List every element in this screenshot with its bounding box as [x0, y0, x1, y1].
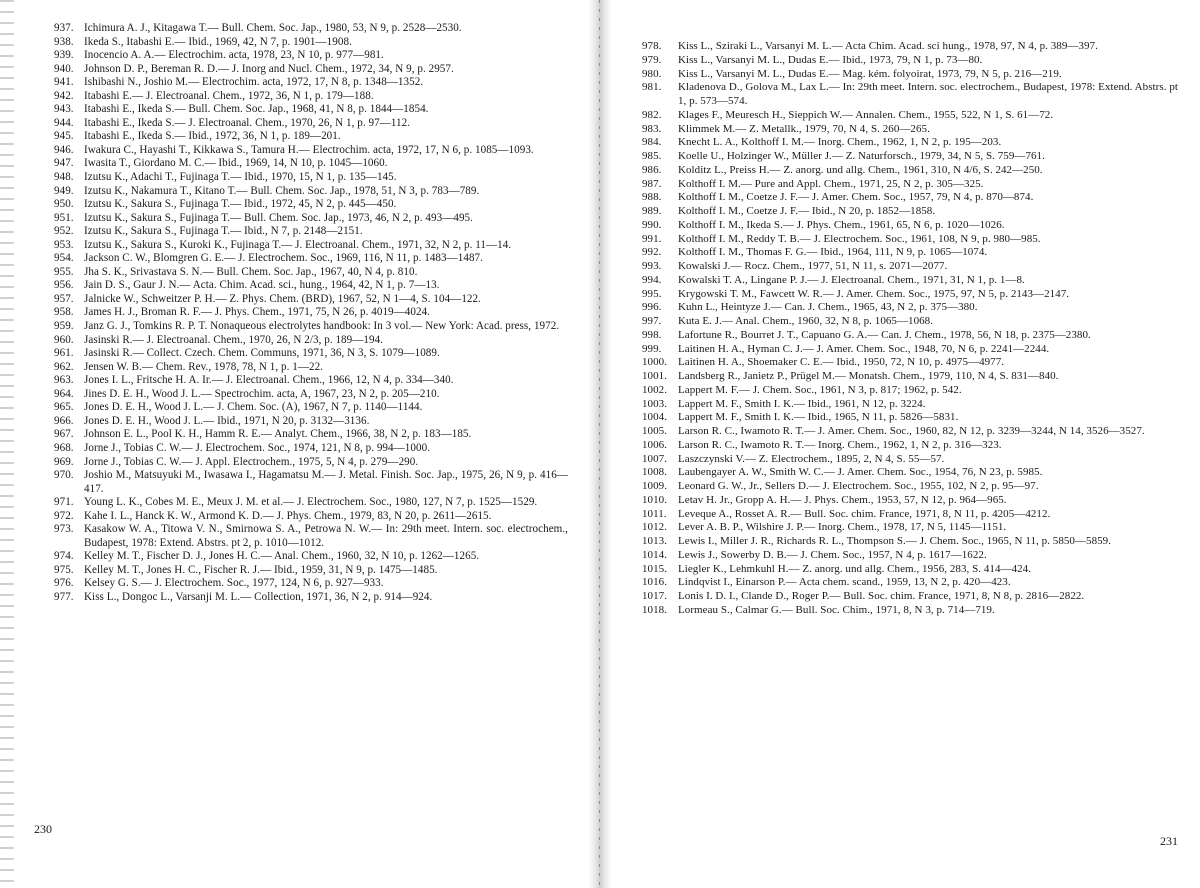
reference-text: Kolthoff I. M., Thomas F. G.— Ibid., 1964, 111, N 9, p. 1065—1074. [678, 246, 988, 259]
reference-number: 987. [642, 177, 662, 190]
reference-text: Iwakura C., Hayashi T., Kikkawa S., Tamura H.— Electrochim. acta, 1972, 17, N 6, p. 1085—1093. [84, 143, 534, 156]
reference-number: 952. [54, 225, 74, 238]
gutter-binding [599, 0, 600, 888]
reference-entry [54, 388, 568, 402]
reference-text: Jorne J., Tobias C. W.— J. Electrochem. Soc., 1974, 121, N 8, p. 994—1000. [84, 441, 430, 454]
reference-text: Johnson E. L., Pool K. H., Hamm R. E.— Analyt. Chem., 1966, 38, N 2, p. 183—185. [84, 428, 472, 441]
reference-entry [642, 219, 1178, 233]
reference-number: 1012. [642, 521, 667, 534]
reference-number: 945. [54, 130, 74, 143]
reference-number: 992. [642, 246, 662, 259]
reference-number: 944. [54, 116, 74, 129]
reference-number: 1003. [642, 397, 667, 410]
reference-entry [54, 577, 568, 591]
reference-number: 941. [54, 76, 74, 89]
reference-number: 946. [54, 143, 74, 156]
reference-number: 981. [642, 81, 662, 94]
reference-number: 955. [54, 265, 74, 278]
reference-entry [642, 40, 1178, 54]
reference-number: 985. [642, 150, 662, 162]
reference-entry [54, 103, 568, 117]
reference-entry [54, 130, 568, 144]
reference-number: 973. [54, 523, 74, 536]
reference-entry [642, 508, 1178, 522]
reference-entry [642, 54, 1178, 68]
reference-text: Itabashi E.— J. Electroanal. Chem., 1972, 36, N 1, p. 179—188. [84, 89, 374, 102]
reference-text: Izutsu K., Sakura S., Fujinaga T.— Bull. Chem. Soc. Jap., 1973, 46, N 2, p. 493—495. [84, 211, 473, 224]
reference-number: 953. [54, 238, 74, 251]
reference-entry [54, 22, 568, 36]
reference-text: Lappert M. F.— J. Chem. Soc., 1961, N 3, p. 817; 1962, p. 542. [678, 383, 962, 396]
reference-text: Lonis I. D. I., Clande D., Roger P.— Bull. Soc. chim. France, 1971, 8, N 8, p. 2816—2822. [678, 590, 1085, 602]
left-page [0, 0, 588, 888]
reference-entry [642, 563, 1178, 577]
reference-text: Larson R. C., Iwamoto R. T.— J. Amer. Chem. Soc., 1960, 82, N 12, p. 3239—3244, N 14, 3526—3527. [678, 425, 1145, 437]
reference-text: Kladenova D., Golova M., Lax L.— In: 29th meet. Intern. soc. electrochem., Budapest, 1978: Extend. Abstrs. pt 1, p. 573—574. [678, 81, 1178, 107]
reference-entry [54, 550, 568, 564]
reference-text: Kiss L., Sziraki L., Varsanyi M. L.— Acta Chim. Acad. sci hung., 1978, 97, N 4, p. 389—397. [678, 40, 1098, 52]
reference-number: 968. [54, 441, 74, 454]
reference-entry [642, 480, 1178, 494]
reference-entry [54, 306, 568, 320]
reference-entry [642, 246, 1178, 260]
reference-text: Jasinski R.— J. Electroanal. Chem., 1970, 26, N 2/3, p. 189—194. [84, 333, 384, 346]
reference-text: Ichimura A. J., Kitagawa T.— Bull. Chem. Soc. Jap., 1980, 53, N 9, p. 2528—2530. [84, 22, 462, 34]
reference-entry [54, 374, 568, 388]
reference-number: 943. [54, 103, 74, 116]
reference-number: 1013. [642, 535, 667, 547]
reference-entry [54, 401, 568, 415]
reference-entry [54, 442, 568, 456]
reference-entry [642, 549, 1178, 563]
reference-text: Letav H. Jr., Gropp A. H.— J. Phys. Chem., 1953, 57, N 12, p. 964—965. [678, 493, 1007, 506]
reference-text: Lindqvist I., Einarson P.— Acta chem. scand., 1959, 13, N 2, p. 420—423. [678, 576, 1011, 589]
reference-text: Jorne J., Tobias C. W.— J. Appl. Electrochem., 1975, 5, N 4, p. 279—290. [84, 455, 419, 468]
reference-entry [54, 144, 568, 158]
reference-text: Ishibashi N., Joshio M.— Electrochim. acta, 1972, 17, N 8, p. 1348—1352. [84, 76, 424, 89]
reference-entry [54, 361, 568, 375]
reference-text: Jha S. K., Srivastava S. N.— Bull. Chem. Soc. Jap., 1967, 40, N 4, p. 810. [84, 265, 418, 278]
reference-text: Leonard G. W., Jr., Sellers D.— J. Electrochem. Soc., 1955, 102, N 2, p. 95—97. [678, 480, 1039, 492]
reference-number: 988. [642, 191, 662, 204]
reference-text: Klages F., Meuresch H., Sieppich W.— Annalen. Chem., 1955, 522, N 1, S. 61—72. [678, 108, 1054, 121]
reference-entry [54, 456, 568, 470]
reference-entry [642, 233, 1178, 247]
reference-text: Lafortune R., Bourret J. T., Capuano G. A.— Can. J. Chem., 1978, 56, N 18, p. 2375—2380. [678, 328, 1091, 341]
reference-number: 948. [54, 171, 74, 184]
reference-text: Kolthoff I. M., Ikeda S.— J. Phys. Chem., 1961, 65, N 6, p. 1020—1026. [678, 218, 1005, 231]
reference-text: Izutsu K., Nakamura T., Kitano T.— Bull. Chem. Soc. Jap., 1978, 51, N 3, p. 783—789. [84, 184, 480, 197]
reference-text: Koelle U., Holzinger W., Müller J.— Z. Naturforsch., 1979, 34, N 5, S. 759—761. [678, 150, 1045, 162]
reference-entry [642, 150, 1178, 164]
reference-text: Joshio M., Matsuyuki M., Iwasawa I., Hagamatsu M.— J. Metal. Finish. Soc. Jap., 1975, 26, N 9, p. 416—417. [84, 469, 568, 495]
reference-number: 950. [54, 198, 74, 211]
reference-text: Jalnicke W., Schweitzer P. H.— Z. Phys. Chem. (BRD), 1967, 52, N 1—4, S. 104—122. [84, 292, 481, 305]
reference-number: 949. [54, 184, 74, 197]
reference-entry [54, 90, 568, 104]
reference-entry [642, 356, 1178, 370]
reference-number: 972. [54, 509, 74, 522]
reference-entry [54, 252, 568, 266]
reference-entry [54, 496, 568, 510]
reference-number: 1011. [642, 507, 667, 520]
reference-text: Jasinski R.— Collect. Czech. Chem. Communs, 1971, 36, N 3, S. 1079—1089. [84, 347, 440, 360]
reference-number: 1005. [642, 425, 667, 437]
reference-entry [642, 178, 1178, 192]
reference-text: Kahe I. L., Hanck K. W., Armond K. D.— J. Phys. Chem., 1979, 83, N 20, p. 2611—2615. [84, 509, 492, 522]
reference-entry [642, 535, 1178, 549]
reference-text: Krygowski T. M., Fawcett W. R.— J. Amer. Chem. Soc., 1975, 97, N 5, p. 2143—2147. [678, 287, 1070, 300]
reference-text: Kowalski J.— Rocz. Chem., 1977, 51, N 11, s. 2071—2077. [678, 260, 948, 272]
reference-text: Kuhn L., Heintyze J.— Can. J. Chem., 1965, 43, N 2, p. 375—380. [678, 301, 978, 314]
reference-text: Lewis I., Miller J. R., Richards R. L., Thompson S.— J. Chem. Soc., 1965, N 11, p. 5850—5859. [678, 535, 1112, 547]
reference-number: 1001. [642, 370, 667, 382]
reference-text: Kolthoff I. M., Coetze J. F.— J. Amer. Chem. Soc., 1957, 79, N 4, p. 870—874. [678, 191, 1034, 204]
reference-text: Jain D. S., Gaur J. N.— Acta. Chim. Acad. sci., hung., 1964, 42, N 1, p. 7—13. [84, 279, 440, 292]
reference-entry [642, 109, 1178, 123]
reference-text: Itabashi E., Ikeda S.— Bull. Chem. Soc. Jap., 1968, 41, N 8, p. 1844—1854. [84, 103, 429, 116]
reference-text: Laszczynski V.— Z. Electrochem., 1895, 2, N 4, S. 55—57. [678, 452, 945, 465]
reference-number: 937. [54, 22, 74, 34]
reference-entry [642, 453, 1178, 467]
right-page [612, 0, 1200, 888]
reference-number: 1018. [642, 603, 667, 616]
reference-text: Jackson C. W., Blomgren G. E.— J. Electrochem. Soc., 1969, 116, N 11, p. 1483—1487. [84, 252, 483, 265]
reference-number: 939. [54, 49, 74, 62]
reference-entry [54, 239, 568, 253]
reference-number: 975. [54, 563, 74, 576]
page-number-left: 230 [34, 822, 52, 836]
reference-text: Laubengayer A. W., Smith W. C.— J. Amer. Chem. Soc., 1954, 76, N 23, p. 5985. [678, 466, 1043, 479]
reference-number: 979. [642, 53, 662, 66]
reference-number: 980. [642, 67, 662, 80]
reference-number: 1007. [642, 452, 667, 465]
reference-text: Larson R. C., Iwamoto R. T.— Inorg. Chem., 1962, 1, N 2, p. 316—323. [678, 438, 1002, 451]
reference-number: 982. [642, 108, 662, 121]
reference-number: 1004. [642, 411, 667, 424]
reference-text: Kowalski T. A., Lingane P. J.— J. Electroanal. Chem., 1971, 31, N 1, p. 1—8. [678, 273, 1025, 286]
reference-entry [642, 384, 1178, 398]
reference-number: 956. [54, 279, 74, 292]
reference-number: 986. [642, 163, 662, 176]
reference-entry [642, 494, 1178, 508]
reference-number: 961. [54, 347, 74, 360]
reference-number: 970. [54, 469, 74, 482]
reference-entry [642, 205, 1178, 219]
reference-entry [54, 510, 568, 524]
reference-number: 999. [642, 342, 662, 355]
reference-text: Lewis J., Sowerby D. B.— J. Chem. Soc., 1957, N 4, p. 1617—1622. [678, 548, 987, 561]
reference-text: Janz G. J., Tomkins R. P. T. Nonaqueous electrolytes handbook: In 3 vol.— New York: Acad. press, 1972. [84, 320, 560, 333]
reference-list-right [642, 40, 1178, 618]
reference-text: Kolditz L., Preiss H.— Z. anorg. und allg. Chem., 1961, 310, N 4/6, S. 242—250. [678, 163, 1043, 176]
reference-text: Kiss L., Varsanyi M. L., Dudas E.— Mag. kém. folyoirat, 1973, 79, N 5, p. 216—219. [678, 67, 1062, 80]
reference-text: Landsberg R., Janietz P., Prügel M.— Monatsh. Chem., 1979, 110, N 4, S. 831—840. [678, 370, 1059, 382]
reference-entry [54, 157, 568, 171]
reference-text: Izutsu K., Sakura S., Kuroki K., Fujinaga T.— J. Electroanal. Chem., 1971, 32, N 2, p. 11—14. [84, 238, 512, 251]
reference-entry [642, 315, 1178, 329]
reference-number: 967. [54, 428, 74, 441]
reference-number: 996. [642, 301, 662, 314]
reference-text: Lever A. B. P., Wilshire J. P.— Inorg. Chem., 1978, 17, N 5, 1145—1151. [678, 521, 1007, 534]
reference-entry [642, 343, 1178, 357]
reference-text: Kiss L., Dongoc L., Varsanji M. L.— Collection, 1971, 36, N 2, p. 914—924. [84, 590, 433, 603]
reference-text: Kasakow W. A., Titowa V. N., Smirnowa S. A., Petrowa N. W.— In: 29th meet. Intern. soc. electrochem., Budapest, 1978: Extend. Abstrs. pt 2, p. 1010—1012. [84, 523, 568, 549]
reference-list-left [54, 22, 568, 605]
reference-text: Izutsu K., Sakura S., Fujinaga T.— Ibid., 1972, 45, N 2, p. 445—450. [84, 198, 397, 211]
reference-text: Laitinen H. A., Hyman C. J.— J. Amer. Chem. Soc., 1948, 70, N 6, p. 2241—2244. [678, 342, 1050, 355]
reference-text: Leveque A., Rosset A. R.— Bull. Soc. chim. France, 1971, 8, N 11, p. 4205—4212. [678, 507, 1051, 520]
reference-number: 1014. [642, 548, 667, 561]
book-gutter [588, 0, 612, 888]
reference-number: 1015. [642, 562, 667, 575]
reference-entry [642, 81, 1178, 109]
reference-entry [642, 123, 1178, 137]
reference-number: 963. [54, 374, 74, 387]
reference-text: Klimmek M.— Z. Metallk., 1979, 70, N 4, S. 260—265. [678, 122, 930, 135]
reference-entry [54, 63, 568, 77]
reference-text: James H. J., Broman R. F.— J. Phys. Chem., 1971, 75, N 26, p. 4019—4024. [84, 306, 431, 319]
reference-entry [642, 301, 1178, 315]
reference-entry [54, 36, 568, 50]
reference-number: 951. [54, 211, 74, 224]
reference-text: Kelley M. T., Jones H. C., Fischer R. J.— Ibid., 1959, 31, N 9, p. 1475—1485. [84, 563, 438, 576]
reference-text: Lappert M. F., Smith I. K.— Ibid., 1965, N 11, p. 5826—5831. [678, 411, 959, 424]
reference-entry [642, 411, 1178, 425]
reference-number: 983. [642, 122, 662, 135]
reference-text: Kuta E. J.— Anal. Chem., 1960, 32, N 8, p. 1065—1068. [678, 315, 934, 327]
reference-entry [54, 415, 568, 429]
reference-entry [54, 564, 568, 578]
reference-number: 984. [642, 136, 662, 149]
reference-text: Liegler K., Lehmkuhl H.— Z. anorg. und allg. Chem., 1956, 283, S. 414—424. [678, 562, 1032, 575]
reference-entry [54, 212, 568, 226]
reference-text: Johnson D. P., Bereman R. D.— J. Inorg and Nucl. Chem., 1972, 34, N 9, p. 2957. [84, 62, 454, 75]
reference-text: Knecht L. A., Kolthoff I. M.— Inorg. Chem., 1962, 1, N 2, p. 195—203. [678, 136, 1002, 149]
reference-text: Jones D. E. H., Wood J. L.— J. Chem. Soc. (A), 1967, N 7, p. 1140—1144. [84, 401, 423, 414]
reference-text: Izutsu K., Sakura S., Fujinaga T.— Ibid., N 7, p. 2148—2151. [84, 225, 363, 238]
reference-number: 974. [54, 550, 74, 563]
reference-text: Ikeda S., Itabashi E.— Ibid., 1969, 42, N 7, p. 1901—1908. [84, 35, 352, 48]
reference-entry [54, 428, 568, 442]
reference-entry [642, 604, 1178, 618]
reference-number: 966. [54, 414, 74, 427]
reference-entry [642, 68, 1178, 82]
reference-text: Kiss L., Varsanyi M. L., Dudas E.— Ibid., 1973, 79, N 1, p. 73—80. [678, 53, 983, 66]
reference-entry [54, 266, 568, 280]
reference-entry [642, 274, 1178, 288]
reference-entry [642, 398, 1178, 412]
reference-entry [54, 49, 568, 63]
reference-entry [54, 185, 568, 199]
reference-entry [54, 76, 568, 90]
reference-entry [642, 439, 1178, 453]
reference-entry [54, 591, 568, 605]
reference-text: Izutsu K., Adachi T., Fujinaga T.— Ibid., 1970, 15, N 1, p. 135—145. [84, 171, 397, 184]
reference-entry [54, 117, 568, 131]
reference-text: Kolthoff I. M.— Pure and Appl. Chem., 1971, 25, N 2, p. 305—325. [678, 177, 984, 190]
reference-number: 1006. [642, 438, 667, 451]
reference-number: 1009. [642, 480, 667, 492]
reference-number: 965. [54, 401, 74, 414]
reference-entry [642, 590, 1178, 604]
reference-number: 964. [54, 387, 74, 400]
reference-number: 938. [54, 35, 74, 48]
reference-number: 989. [642, 205, 662, 217]
reference-entry [54, 198, 568, 212]
reference-text: Kelley M. T., Fischer D. J., Jones H. C.— Anal. Chem., 1960, 32, N 10, p. 1262—1265. [84, 550, 480, 563]
reference-entry [642, 164, 1178, 178]
reference-number: 969. [54, 455, 74, 468]
reference-number: 995. [642, 287, 662, 300]
reference-number: 1017. [642, 590, 667, 602]
reference-number: 977. [54, 590, 74, 603]
reference-number: 1016. [642, 576, 667, 589]
reference-number: 976. [54, 577, 74, 590]
reference-entry [642, 136, 1178, 150]
reference-number: 957. [54, 292, 74, 305]
reference-text: Jensen W. B.— Chem. Rev., 1978, 78, N 1, p. 1—22. [84, 360, 324, 373]
reference-number: 1002. [642, 383, 667, 396]
reference-number: 990. [642, 218, 662, 231]
reference-text: Jones D. E. H., Wood J. L.— Ibid., 1971, N 20, p. 3132—3136. [84, 414, 370, 427]
reference-number: 958. [54, 306, 74, 319]
reference-entry [54, 225, 568, 239]
reference-text: Lormeau S., Calmar G.— Bull. Soc. Chim., 1971, 8, N 3, p. 714—719. [678, 603, 995, 616]
reference-number: 960. [54, 333, 74, 346]
reference-number: 971. [54, 496, 74, 509]
reference-number: 1008. [642, 466, 667, 479]
reference-number: 993. [642, 260, 662, 272]
reference-text: Itabashi E., Ikeda S.— Ibid., 1972, 36, N 1, p. 189—201. [84, 130, 341, 143]
reference-number: 997. [642, 315, 662, 327]
reference-text: Kolthoff I. M., Coetze J. F.— Ibid., N 20, p. 1852—1858. [678, 205, 936, 217]
reference-text: Jines D. E. H., Wood J. L.— Spectrochim. acta, A, 1967, 23, N 2, p. 205—210. [84, 387, 440, 400]
reference-number: 959. [54, 320, 74, 333]
reference-text: Jones I. L., Fritsche H. A. Ir.— J. Electroanal. Chem., 1966, 12, N 4, p. 334—340. [84, 374, 454, 387]
reference-number: 991. [642, 232, 662, 245]
reference-text: Young L. K., Cobes M. E., Meux J. M. et al.— J. Electrochem. Soc., 1980, 127, N 7, p. 1525—1529. [84, 496, 538, 509]
page-number-right: 231 [1160, 834, 1178, 848]
reference-entry [642, 521, 1178, 535]
reference-entry [642, 191, 1178, 205]
reference-number: 947. [54, 157, 74, 170]
reference-number: 940. [54, 62, 74, 75]
reference-entry [54, 347, 568, 361]
reference-entry [54, 334, 568, 348]
reference-entry [54, 293, 568, 307]
reference-text: Lappert M. F., Smith I. K.— Ibid., 1961, N 12, p. 3224. [678, 397, 926, 410]
reference-entry [54, 523, 568, 550]
reference-number: 994. [642, 273, 662, 286]
reference-entry [642, 466, 1178, 480]
reference-text: Kelsey G. S.— J. Electrochem. Soc., 1977, 124, N 6, p. 927—933. [84, 577, 384, 590]
reference-text: Itabashi E., Ikeda S.— J. Electroanal. Chem., 1970, 26, N 1, p. 97—112. [84, 116, 411, 129]
reference-entry [54, 171, 568, 185]
reference-entry [54, 320, 568, 334]
reference-entry [642, 576, 1178, 590]
reference-number: 1010. [642, 493, 667, 506]
reference-entry [642, 425, 1178, 439]
reference-number: 942. [54, 89, 74, 102]
reference-entry [642, 288, 1178, 302]
reference-number: 954. [54, 252, 74, 265]
reference-text: Kolthoff I. M., Reddy T. B.— J. Electrochem. Soc., 1961, 108, N 9, p. 980—985. [678, 232, 1041, 245]
reference-text: Inocencio A. A.— Electrochim. acta, 1978, 23, N 10, p. 977—981. [84, 49, 384, 62]
reference-number: 1000. [642, 356, 667, 369]
reference-text: Iwasita T., Giordano M. C.— Ibid., 1969, 14, N 10, p. 1045—1060. [84, 157, 388, 170]
reference-number: 978. [642, 40, 662, 52]
reference-number: 998. [642, 328, 662, 341]
reference-number: 962. [54, 360, 74, 373]
reference-entry [642, 329, 1178, 343]
reference-entry [54, 279, 568, 293]
reference-text: Laitinen H. A., Shoemaker C. E.— Ibid., 1950, 72, N 10, p. 4975—4977. [678, 356, 1005, 369]
reference-entry [54, 469, 568, 496]
reference-entry [642, 260, 1178, 274]
reference-entry [642, 370, 1178, 384]
